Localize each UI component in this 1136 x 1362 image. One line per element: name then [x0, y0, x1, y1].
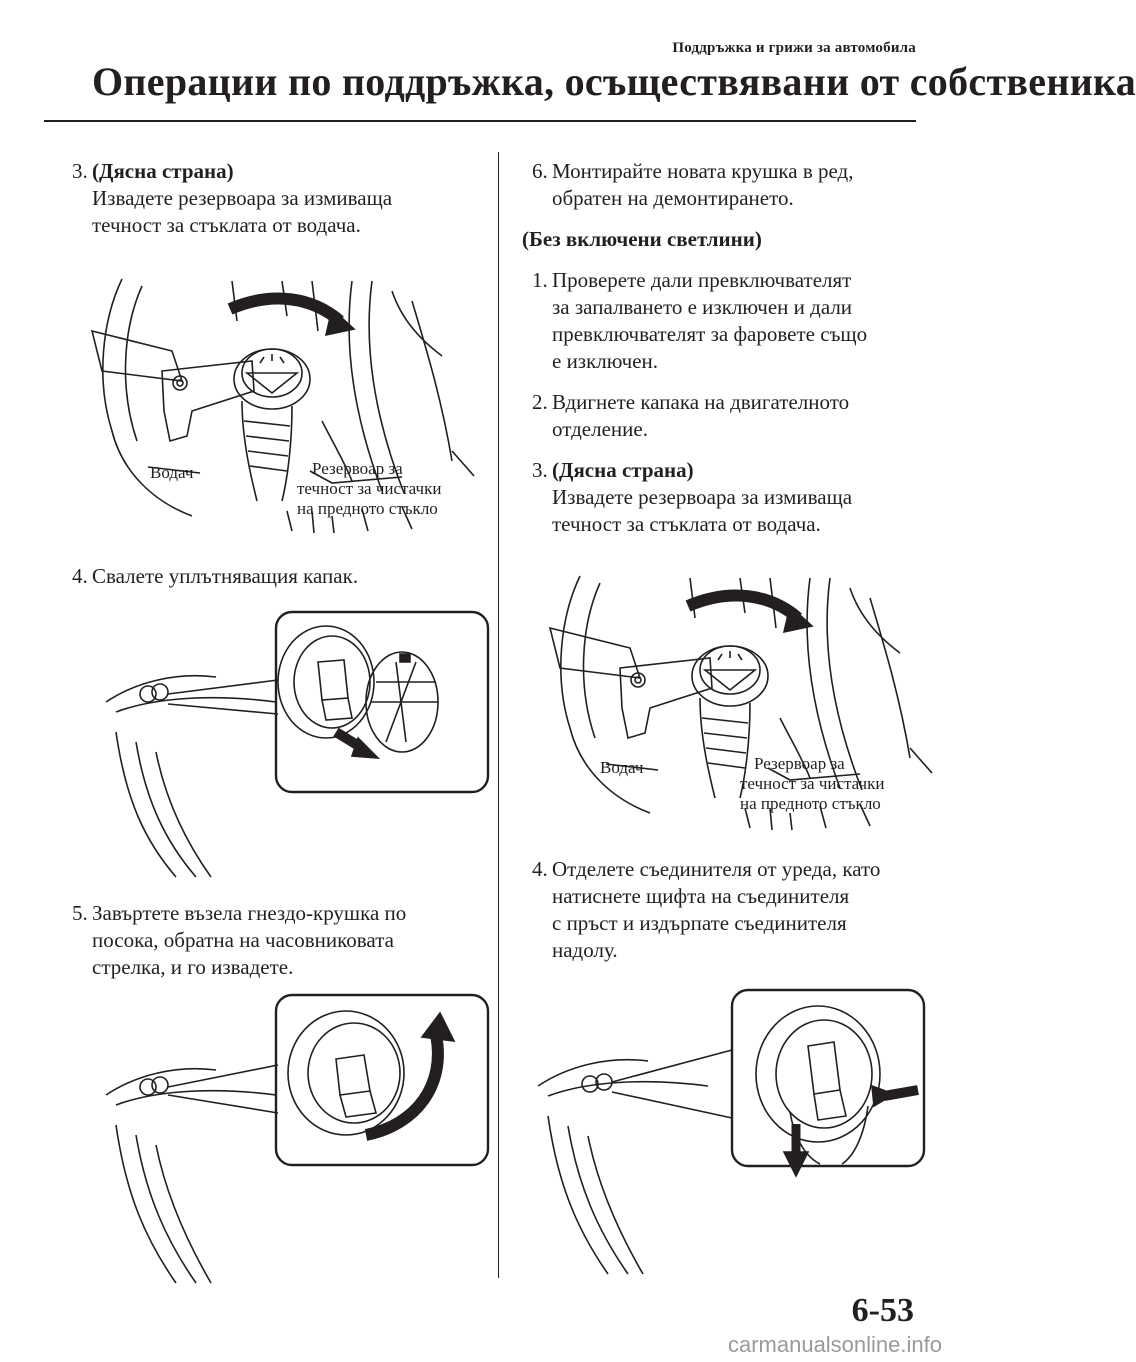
page-number: 6-53	[851, 1292, 914, 1329]
step-text: стрелка, и го извадете.	[92, 955, 294, 979]
figure-seal-cap	[96, 602, 496, 882]
step-text: Монтирайте новата крушка в ред,	[552, 159, 854, 183]
step-text: за запалването е изключен и дали	[552, 295, 853, 319]
page-title: Операции по поддръжка, осъществявани от собственика	[92, 59, 1136, 104]
right-step-3	[522, 457, 922, 538]
right-step-1	[522, 267, 922, 375]
step-text: Отделете съединителя от уреда, като	[552, 857, 881, 881]
step-title: (Дясна страна)	[552, 458, 694, 482]
step-number: 4.	[532, 857, 548, 881]
step-text: Завъртете възела гнездо-крушка по	[92, 901, 407, 925]
step-text: отделение.	[552, 417, 648, 441]
step-text: превключвателят за фаровете също	[552, 322, 868, 346]
left-column	[62, 158, 482, 1285]
label-tank-line: на предното стъкло	[740, 794, 881, 813]
left-step-5	[62, 900, 482, 981]
step-text: обратен на демонтирането.	[552, 186, 794, 210]
step-text: течност за стъклата от водача.	[92, 213, 361, 237]
step-text: течност за стъклата от водача.	[552, 512, 821, 536]
watermark: carmanualsonline.info	[727, 1332, 942, 1357]
step-text: Свалете уплътняващия капак.	[92, 564, 359, 588]
label-tank-line: течност за чистачки	[740, 774, 885, 793]
header-rule	[44, 120, 916, 122]
right-step-2	[522, 389, 922, 443]
step-text: натиснете щифта на съединителя	[552, 884, 850, 908]
right-step-4	[522, 856, 922, 964]
step-number: 3.	[72, 159, 88, 183]
left-step-4	[62, 563, 482, 590]
figure-washer-tank-left	[82, 261, 482, 541]
step-text: Проверете дали превключвателят	[552, 268, 852, 292]
label-tank-line: на предното стъкло	[297, 499, 438, 518]
step-number: 2.	[532, 390, 548, 414]
label-tank-line: течност за чистачки	[297, 479, 442, 498]
step-number: 5.	[72, 901, 88, 925]
figure-bulb-socket-rotate	[96, 995, 496, 1285]
right-column	[522, 158, 922, 1276]
step-text: Извадете резервоара за измиваща	[92, 186, 393, 210]
label-tank-line: Резервоар за	[754, 754, 845, 773]
step-number: 4.	[72, 564, 88, 588]
label-tank-line: Резервоар за	[312, 459, 403, 478]
step-text: с пръст и издърпате съединителя	[552, 911, 847, 935]
right-step-6	[522, 158, 922, 212]
step-text: Вдигнете капака на двигателното	[552, 390, 850, 414]
column-divider	[498, 152, 499, 1278]
label-driver: Водач	[600, 758, 644, 777]
step-title: (Дясна страна)	[92, 159, 234, 183]
step-number: 3.	[532, 458, 548, 482]
step-text: Извадете резервоара за измиваща	[552, 485, 853, 509]
left-step-3	[62, 158, 482, 239]
step-text: е изключен.	[552, 349, 659, 373]
figure-connector	[528, 986, 928, 1276]
section-heading: (Без включени светлини)	[522, 227, 762, 251]
step-text: надолу.	[552, 938, 618, 962]
step-number: 6.	[532, 159, 548, 183]
figure-washer-tank-right	[540, 558, 940, 838]
label-driver: Водач	[150, 463, 194, 482]
step-text: посока, обратна на часовниковата	[92, 928, 394, 952]
header-section: Поддръжка и грижи за автомобила	[672, 40, 916, 56]
step-number: 1.	[532, 268, 548, 292]
